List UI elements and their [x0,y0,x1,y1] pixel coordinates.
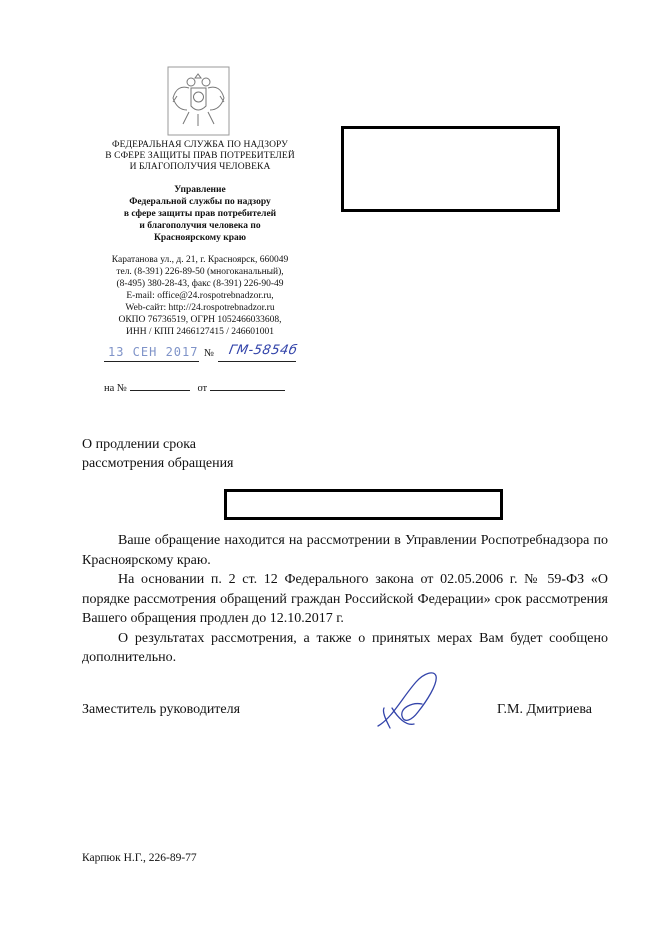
body-paragraph: Ваше обращение находится на рассмотрении в Управлении Роспотребнадзора по Красноярскому краю. [82,533,608,568]
contact-line: E-mail: office@24.rospotrebnadzor.ru, [126,291,274,301]
number-underline [218,361,296,362]
number-label: № [204,348,215,359]
department-line: в сфере защиты прав потребителей [123,209,277,219]
handwritten-number: ГМ-5854б [227,343,299,358]
signatory-name: Г.М. Дмитриева [497,702,592,717]
department-line: и благополучия человека по [139,221,261,231]
contact-line: (8-495) 380-28-43, факс (8-391) 226-90-49 [116,279,284,289]
contact-line: тел. (8-391) 226-89-50 (многоканальный), [116,267,284,277]
agency-line: И БЛАГОПОЛУЧИЯ ЧЕЛОВЕКА [129,162,271,172]
department-name [100,184,300,244]
signatory-role: Заместитель руководителя [82,702,241,717]
redacted-addressee [341,126,560,212]
executor-contact: Карпюк Н.Г., 226-89-77 [82,852,197,864]
ref-date-blank [210,380,285,391]
department-line: Красноярскому краю [153,233,247,243]
contact-line: ОКПО 76736519, ОГРН 1052466033608, [118,315,282,325]
department-line: Управление [174,185,226,195]
reference-line [104,380,285,394]
body-paragraph: На основании п. 2 ст. 12 Федерального закона от 02.05.2006 г. № 59-ФЗ «О порядке рассмотрения обращений граждан Российской Федерации» срок рассмотрения Вашего обращения продлен до 12.10.2017 г. [82,572,608,626]
subject [82,435,234,473]
agency-name [100,140,300,173]
contact-line: ИНН / КПП 2466127415 / 246601001 [125,327,275,337]
registration-line [104,345,304,365]
contact-line: Web-сайт: http://24.rospotrebnadzor.ru [125,303,275,313]
redacted-salutation [224,489,503,520]
letter-body [82,531,608,668]
handwritten-signature-icon [372,668,452,734]
date-underline [104,361,199,362]
ref-prefix: на № [104,383,127,394]
date-stamp: 13 СЕН 2017 [108,345,199,359]
subject-line: О продлении срока [82,437,197,452]
contact-line: Каратанова ул., д. 21, г. Красноярск, 660049 [111,255,289,265]
agency-line: ФЕДЕРАЛЬНАЯ СЛУЖБА ПО НАДЗОРУ [111,140,289,150]
department-line: Федеральной службы по надзору [129,197,271,207]
subject-line: рассмотрения обращения [82,456,234,471]
ref-from: от [197,383,208,394]
body-paragraph: О результатах рассмотрения, а также о принятых мерах Вам будет сообщено дополнительно. [82,630,608,665]
contact-block [100,254,300,338]
russian-coat-of-arms-icon [167,66,230,136]
agency-line: В СФЕРЕ ЗАЩИТЫ ПРАВ ПОТРЕБИТЕЛЕЙ [105,151,295,161]
ref-number-blank [130,380,190,391]
